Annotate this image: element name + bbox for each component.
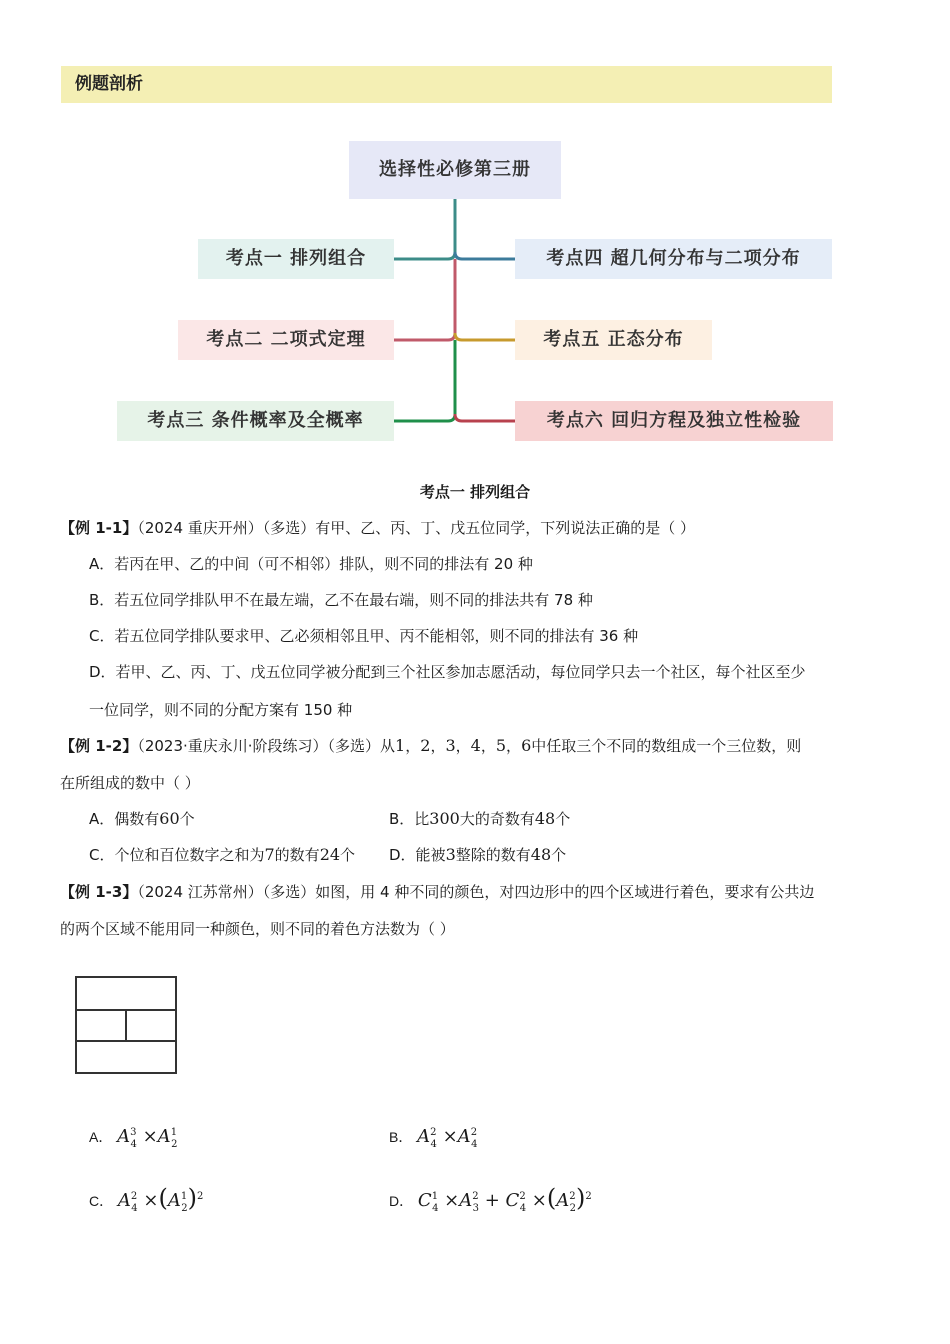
mindmap-node-3: 考点三 条件概率及全概率 bbox=[117, 401, 394, 441]
q3-stem-cont: 的两个区域不能用同一种颜色，则不同的着色方法数为（ ） bbox=[60, 920, 455, 938]
q3-stem-text: （2024 江苏常州）（多选）如图，用 4 种不同的颜色，对四边形中的四个区域进行着色，要求有公共边 bbox=[137, 883, 815, 901]
q2-b-mid: 大的奇数有 bbox=[459, 810, 535, 828]
q2-a-num: 60 bbox=[159, 809, 180, 828]
q2-option-a bbox=[89, 808, 195, 830]
q2-a-pre: A．偶数有 bbox=[89, 810, 160, 828]
q2-label: 【例 1-2】 bbox=[60, 737, 138, 755]
connector-n2 bbox=[394, 333, 455, 340]
q2-c-num: 7 bbox=[264, 845, 275, 864]
q3-label: 【例 1-3】 bbox=[60, 883, 138, 901]
q2-b-pre: B．比 bbox=[389, 810, 430, 828]
q1-stem-text: （2024 重庆开州）（多选）有甲、乙、丙、丁、戊五位同学，下列说法正确的是（ ） bbox=[137, 519, 696, 537]
q3-a-letter: A． bbox=[89, 1129, 113, 1145]
section-header: 例题剖析 bbox=[61, 66, 832, 103]
q3-c-letter: C． bbox=[89, 1193, 114, 1209]
q3-stem bbox=[60, 881, 814, 903]
mindmap-root: 选择性必修第三册 bbox=[349, 141, 561, 199]
connector-n6 bbox=[455, 414, 515, 421]
q1-option-b: B．若五位同学排队甲不在最左端，乙不在最右端，则不同的排法共有 78 种 bbox=[89, 591, 593, 609]
mindmap-node-2: 考点二 二项式定理 bbox=[178, 320, 394, 360]
q2-d-num: 3 bbox=[445, 845, 456, 864]
quadrilateral-figure bbox=[74, 975, 178, 1075]
q3-a-formula: $A^3_4 \times A^1_2$ bbox=[117, 1126, 178, 1150]
q2-sep-1: ， bbox=[405, 737, 421, 755]
q2-c-mid: 的数有 bbox=[274, 846, 320, 864]
q3-option-b bbox=[389, 1118, 477, 1160]
connector-n1 bbox=[394, 252, 455, 259]
q2-sep-2: ， bbox=[430, 737, 446, 755]
mindmap-node-1: 考点一 排列组合 bbox=[198, 239, 394, 279]
q2-b-post: 个 bbox=[555, 810, 571, 828]
q2-sep-4: ， bbox=[480, 737, 496, 755]
q1-stem bbox=[60, 517, 695, 539]
q1-option-a: A．若丙在甲、乙的中间（可不相邻）排队，则不同的排法有 20 种 bbox=[89, 555, 533, 573]
q2-sep-3: ， bbox=[455, 737, 471, 755]
q2-num-5: 5 bbox=[495, 736, 507, 755]
q2-c-num2: 24 bbox=[319, 845, 341, 864]
q3-c-formula: $A^2_4 \times(A^1_2)^2$ bbox=[117, 1184, 204, 1214]
q2-b-num2: 48 bbox=[534, 809, 556, 828]
mindmap-node-4: 考点四 超几何分布与二项分布 bbox=[515, 239, 832, 279]
q2-c-pre: C．个位和百位数字之和为 bbox=[89, 846, 265, 864]
q2-c-post: 个 bbox=[340, 846, 356, 864]
q1-option-d: D．若甲、乙、丙、丁、戊五位同学被分配到三个社区参加志愿活动，每位同学只去一个社区，每个社区至少 bbox=[89, 663, 806, 681]
section-title: 考点一 排列组合 bbox=[419, 483, 531, 501]
q1-option-c: C．若五位同学排队要求甲、乙必须相邻且甲、丙不能相邻，则不同的排法有 36 种 bbox=[89, 627, 639, 645]
q2-b-num: 300 bbox=[429, 809, 460, 828]
q2-stem-pre: （2023·重庆永川·阶段练习）（多选）从 bbox=[137, 737, 396, 755]
mindmap-node-5: 考点五 正态分布 bbox=[515, 320, 712, 360]
q3-b-formula: $A^2_4 \times A^2_4$ bbox=[417, 1126, 478, 1150]
q3-option-d bbox=[389, 1180, 592, 1226]
q2-num-3: 3 bbox=[445, 736, 456, 755]
q2-num-2: 2 bbox=[420, 736, 431, 755]
q2-num-1: 1 bbox=[395, 736, 406, 755]
connector-n3 bbox=[394, 414, 455, 421]
q3-b-letter: B． bbox=[389, 1129, 413, 1145]
q3-d-formula: $C^1_4 \times A^2_3 + C^2_4 \times(A^2_2)^2$ bbox=[417, 1184, 592, 1214]
q3-d-letter: D． bbox=[389, 1193, 414, 1209]
q2-stem-cont: 在所组成的数中（ ） bbox=[60, 774, 200, 792]
q3-option-c bbox=[89, 1180, 203, 1226]
q2-d-post: 个 bbox=[551, 846, 567, 864]
q2-option-d bbox=[389, 844, 566, 866]
q2-sep-5: ， bbox=[506, 737, 522, 755]
q2-d-mid: 整除的数有 bbox=[455, 846, 531, 864]
connector-n4 bbox=[455, 252, 515, 259]
q2-a-post: 个 bbox=[179, 810, 195, 828]
q2-num-6: 6 bbox=[521, 736, 532, 755]
q2-num-4: 4 bbox=[470, 736, 481, 755]
q2-stem-post: 中任取三个不同的数组成一个三位数，则 bbox=[531, 737, 802, 755]
q2-stem bbox=[60, 735, 801, 757]
mindmap-connectors bbox=[0, 0, 950, 460]
q2-option-c bbox=[89, 844, 355, 866]
q2-option-b bbox=[389, 808, 570, 830]
q2-d-pre: D．能被 bbox=[389, 846, 446, 864]
q2-d-num2: 48 bbox=[530, 845, 552, 864]
q1-label: 【例 1-1】 bbox=[60, 519, 138, 537]
mindmap-node-6: 考点六 回归方程及独立性检验 bbox=[515, 401, 833, 441]
connector-n5 bbox=[455, 333, 515, 340]
q3-option-a bbox=[89, 1118, 177, 1160]
q1-option-d-cont: 一位同学，则不同的分配方案有 150 种 bbox=[89, 701, 353, 719]
